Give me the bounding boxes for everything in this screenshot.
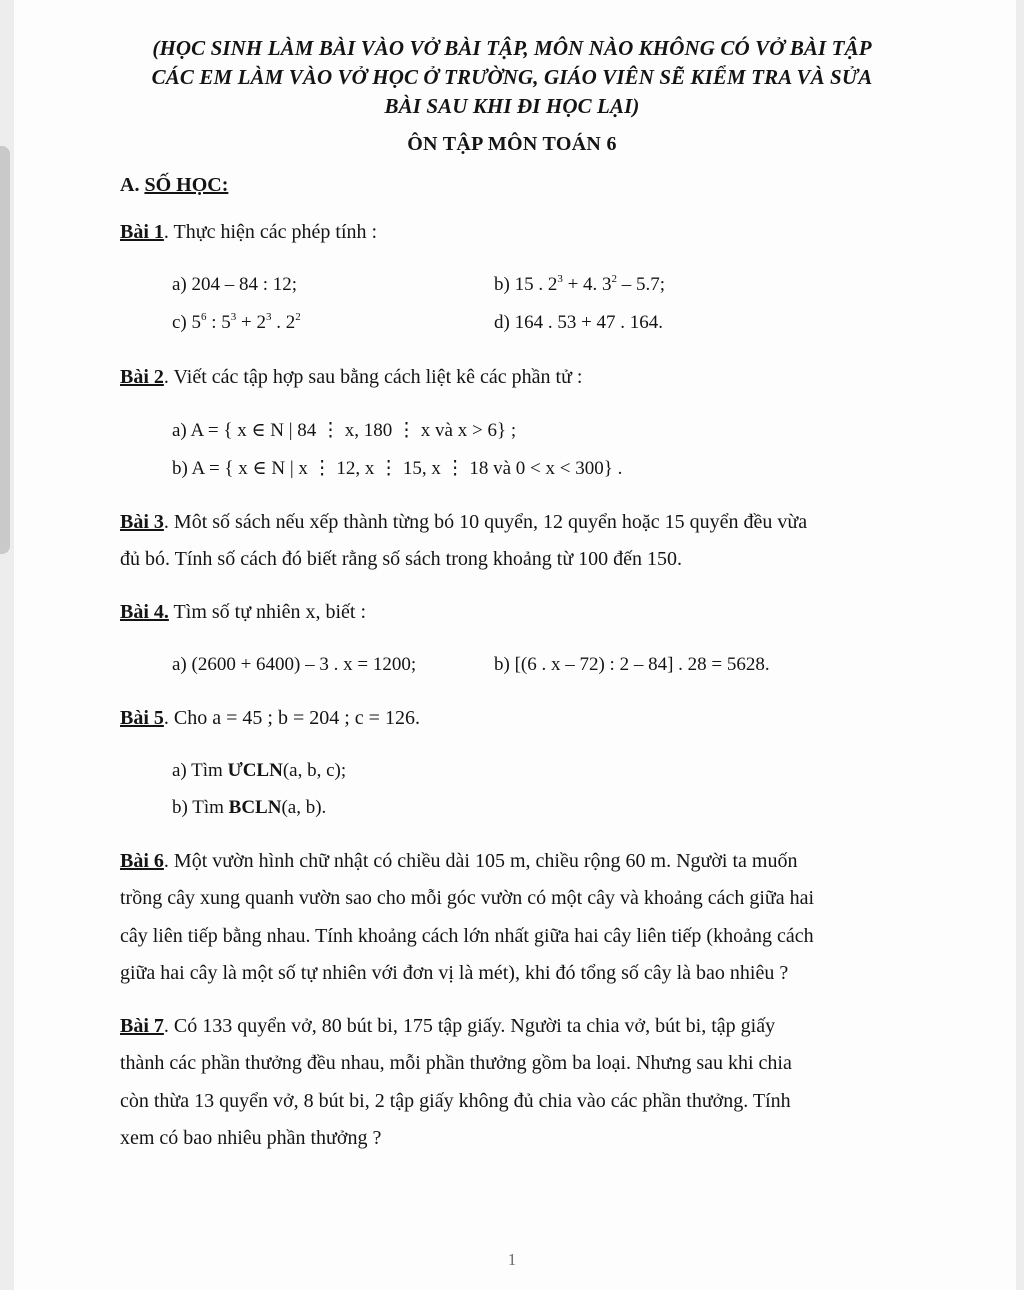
exercise-2-item-a: a) A = { x ∈ N | 84 ⋮ x, 180 ⋮ x và x > 6} ; [172,420,517,441]
section-prefix: A. [120,174,140,196]
exercise-6-text-3: cây liên tiếp bằng nhau. Tính khoảng cách lớn nhất giữa hai cây liên tiếp (khoảng cách [120,925,814,947]
exercise-6-text-2: trồng cây xung quanh vườn sao cho mỗi góc vườn có một cây và khoảng cách giữa hai [120,887,815,909]
notice-line-1: (HỌC SINH LÀM BÀI VÀO VỞ BÀI TẬP, MÔN NÀO KHÔNG CÓ VỞ BÀI TẬP [152,36,872,60]
exercise-1-item-d: d) 164 . 53 + 47 . 164. [494,312,664,333]
exercise-4-text: Tìm số tự nhiên x, biết : [168,601,367,623]
exercise-6-label: Bài 6 [120,850,164,872]
exercise-1-heading [120,221,377,244]
section-label: SỐ HỌC: [144,174,229,196]
exercise-6-heading [120,850,797,873]
exercise-4-label: Bài 4. [120,601,169,623]
exercise-2-text: . Viết các tập hợp sau bằng cách liệt kê các phần tử : [163,366,583,388]
exercise-1-text: . Thực hiện các phép tính : [163,221,378,243]
exercise-1-item-c: c) $5^6$ : $5^3 + 2^3$ . $2^2$ [172,311,301,333]
notice-line-2: CÁC EM LÀM VÀO VỞ HỌC Ở TRƯỜNG, GIÁO VIÊN SẼ KIỂM TRA VÀ SỬA [151,65,873,89]
exercise-7-text-2: thành các phần thưởng đều nhau, mỗi phần thưởng gồm ba loại. Nhưng sau khi chia [120,1052,792,1074]
page-number: 1 [507,1250,517,1269]
exercise-3-text-2: đủ bó. Tính số cách đó biết rằng số sách trong khoảng từ 100 đến 150. [120,548,683,570]
exercise-5-label: Bài 5 [120,707,164,729]
exercise-1-label: Bài 1 [120,221,164,243]
exercise-5-text: . Cho a = 45 ; b = 204 ; c = 126. [163,707,420,729]
exercise-7-text-3: còn thừa 13 quyển vở, 8 bút bi, 2 tập giấy không đủ chia vào các phần thưởng. Tính [120,1090,791,1112]
exercise-2-heading [120,366,582,389]
exercise-7-text-1: . Có 133 quyển vở, 80 bút bi, 175 tập giấy. Người ta chia vở, bút bi, tập giấy [163,1015,776,1037]
exercise-7-text-4: xem có bao nhiêu phần thưởng ? [120,1127,382,1149]
exercise-7-label: Bài 7 [120,1015,164,1037]
exercise-6-text-4: giữa hai cây là một số tự nhiên với đơn vị là mét), khi đó tổng số cây là bao nhiêu ? [120,962,789,984]
exercise-5-heading [120,707,420,730]
exercise-5-item-a: a) Tìm ƯCLN(a, b, c); [172,760,347,781]
exercise-4-heading [120,601,366,624]
exercise-3-text-1: . Môt số sách nếu xếp thành từng bó 10 quyển, 12 quyển hoặc 15 quyển đều vừa [163,511,808,533]
exercise-4-item-b: b) [(6 . x – 72) : 2 – 84] . 28 = 5628. [494,654,770,675]
exercise-2-item-b: b) A = { x ∈ N | x ⋮ 12, x ⋮ 15, x ⋮ 18 và 0 < x < 300} . [172,458,623,479]
exercise-3-label: Bài 3 [120,511,164,533]
exercise-5-item-b: b) Tìm BCLN(a, b). [172,797,327,818]
page-title: ÔN TẬP MÔN TOÁN 6 [407,133,617,155]
exercise-1-item-a: a) 204 – 84 : 12; [172,274,298,295]
exercise-7-heading [120,1015,775,1038]
exercise-3-heading [120,511,807,534]
exercise-6-text-1: . Một vườn hình chữ nhật có chiều dài 105 m, chiều rộng 60 m. Người ta muốn [163,850,798,872]
exercise-4-item-a: a) (2600 + 6400) – 3 . x = 1200; [172,654,417,675]
exercise-2-label: Bài 2 [120,366,164,388]
side-panel-handle[interactable] [0,146,10,554]
section-heading [120,174,228,197]
exercise-1-item-b: b) 15 . $2^3 + 4$. $3^2 - 5.7$; [494,273,666,295]
notice-line-3: BÀI SAU KHI ĐI HỌC LẠI) [384,94,640,118]
